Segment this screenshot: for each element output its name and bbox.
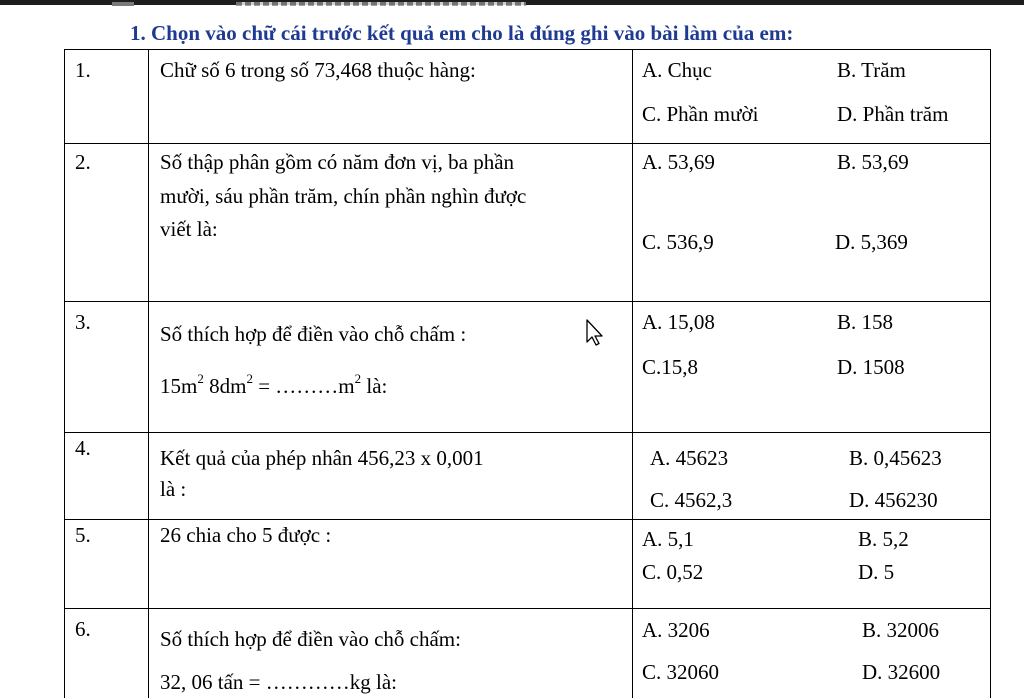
option-b[interactable]: B. 0,45623 [849,446,942,470]
area-expression: $15m^2$ $8dm^2$ = $\dots\dots\dots m^2$ là: [160,371,388,398]
option-d[interactable]: D. 5 [858,560,895,584]
truncated-header-mark [112,2,134,6]
option-c[interactable]: C. Phần mười [642,102,759,126]
option-a[interactable]: A. Chục [642,58,712,82]
option-c[interactable]: C.15,8 [642,355,699,379]
option-b[interactable]: B. Trăm [837,58,906,82]
option-c[interactable]: C. 4562,3 [650,488,733,512]
question-number: 4. [75,436,91,460]
question-number: 3. [75,310,91,334]
option-d[interactable]: D. Phần trăm [837,102,949,126]
option-c[interactable]: C. 536,9 [642,230,714,254]
question-number: 1. [75,58,91,82]
option-c[interactable]: C. 0,52 [642,560,704,584]
question-text-line-2: là : [160,477,187,501]
option-d[interactable]: D. 5,369 [835,230,908,254]
exercise-title: 1. Chọn vào chữ cái trước kết quả em cho là đúng ghi vào bài làm của em: [130,21,794,45]
option-d[interactable]: D. 32600 [862,660,941,684]
option-b[interactable]: B. 53,69 [837,150,909,174]
mouse-cursor-icon [585,318,607,348]
question-text-line-2: 32, 06 tấn = …………kg là: [160,670,397,694]
question-text-line-1: Số thập phân gồm có năm đơn vị, ba phần [160,150,515,174]
option-b[interactable]: B. 32006 [862,618,940,642]
truncated-header-text [236,2,526,6]
option-a[interactable]: A. 45623 [650,446,729,470]
option-a[interactable]: A. 3206 [642,618,710,642]
option-a[interactable]: A. 5,1 [642,527,694,551]
option-d[interactable]: D. 456230 [849,488,938,512]
question-number: 6. [75,617,91,641]
question-text: Chữ số 6 trong số 73,468 thuộc hàng: [160,58,476,82]
question-number: 2. [75,150,91,174]
option-d[interactable]: D. 1508 [837,355,905,379]
question-text-line-1: Số thích hợp để điền vào chỗ chấm: [160,627,461,651]
option-a[interactable]: A. 15,08 [642,310,715,334]
question-text-line-1: Kết quả của phép nhân 456,23 x 0,001 [160,446,484,470]
option-a[interactable]: A. 53,69 [642,150,715,174]
question-text: Số thích hợp để điền vào chỗ chấm : [160,322,467,346]
question-number: 5. [75,523,91,547]
option-c[interactable]: C. 32060 [642,660,720,684]
question-text-line-2: mười, sáu phần trăm, chín phần nghìn được [160,184,527,208]
question-text-line-3: viết là: [160,217,218,241]
question-text: 26 chia cho 5 được : [160,523,332,547]
option-b[interactable]: B. 5,2 [858,527,909,551]
option-b[interactable]: B. 158 [837,310,894,334]
